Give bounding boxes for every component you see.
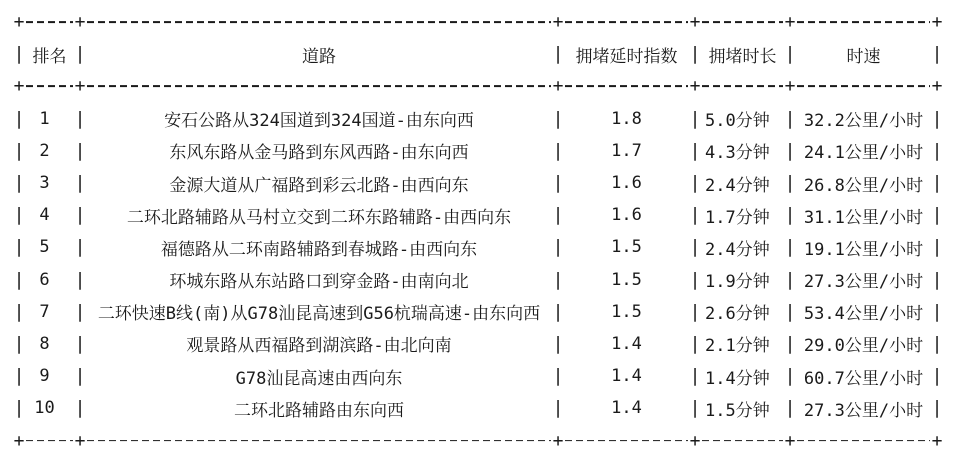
dashed-border-line (797, 86, 930, 88)
pipe-separator-icon: | (784, 108, 796, 130)
index-cell (552, 135, 695, 167)
pipe-separator-icon: | (689, 269, 701, 291)
pipe-separator-icon: | (689, 333, 701, 355)
index-cell (552, 264, 695, 296)
pipe-separator-icon: | (784, 333, 796, 355)
pipe-separator-icon: | (13, 140, 25, 162)
pipe-separator-icon: | (689, 301, 701, 323)
plus-corner-icon: + (689, 430, 701, 452)
rank-value: 3 (39, 173, 50, 194)
duration-value: 2.1分钟 (705, 336, 770, 357)
index-cell (552, 103, 695, 135)
pipe-separator-icon: | (13, 333, 25, 355)
dashed-border-line (26, 21, 73, 23)
rank-value: 8 (39, 333, 50, 354)
pipe-separator-icon: | (689, 108, 701, 130)
pipe-separator-icon: | (13, 236, 25, 258)
index-cell (552, 360, 695, 392)
pipe-separator-icon: | (931, 172, 943, 194)
speed-value: 60.7公里/小时 (803, 368, 924, 389)
pipe-separator-icon: | (552, 43, 564, 65)
dashed-border-line (87, 440, 551, 442)
pipe-separator-icon: | (931, 301, 943, 323)
plus-corner-icon: + (13, 75, 25, 97)
rank-cell (13, 296, 80, 328)
speed-value: 26.8公里/小时 (803, 175, 924, 196)
border-segment (784, 6, 937, 38)
table-row (13, 296, 943, 328)
pipe-separator-icon: | (13, 108, 25, 130)
table-row (13, 135, 943, 167)
road-value: 金源大道从广福路到彩云北路-由西向东 (169, 175, 469, 196)
pipe-separator-icon: | (552, 269, 564, 291)
pipe-separator-icon: | (931, 140, 943, 162)
pipe-separator-icon: | (13, 365, 25, 387)
plus-corner-icon: + (784, 11, 796, 33)
duration-value: 2.6分钟 (705, 304, 770, 325)
border-segment (74, 6, 558, 38)
pipe-separator-icon: | (931, 204, 943, 226)
road-cell (74, 328, 558, 360)
table-header-border (13, 70, 943, 102)
road-value: 环城东路从东站路口到穿金路-由南向北 (169, 272, 469, 293)
dashed-border-line (565, 440, 688, 442)
pipe-separator-icon: | (74, 172, 86, 194)
plus-corner-icon: + (74, 430, 86, 452)
plus-corner-icon: + (689, 11, 701, 33)
header-road-label: 道路 (302, 46, 336, 67)
rank-value: 6 (39, 269, 50, 290)
duration-cell (689, 135, 790, 167)
index-cell (552, 167, 695, 199)
speed-value: 31.1公里/小时 (803, 207, 924, 228)
speed-value: 19.1公里/小时 (803, 239, 924, 260)
table-bottom-border (13, 424, 943, 456)
duration-cell (689, 231, 790, 263)
road-cell (74, 264, 558, 296)
rank-value: 7 (39, 301, 50, 322)
header-duration-cell (689, 38, 790, 70)
duration-cell (689, 392, 790, 424)
pipe-separator-icon: | (74, 204, 86, 226)
border-segment (74, 70, 558, 102)
border-segment (13, 424, 80, 456)
header-road-cell (74, 38, 558, 70)
pipe-separator-icon: | (689, 43, 701, 65)
speed-value: 32.2公里/小时 (803, 111, 924, 132)
road-cell (74, 199, 558, 231)
pipe-separator-icon: | (74, 236, 86, 258)
rank-cell (13, 328, 80, 360)
pipe-separator-icon: | (931, 365, 943, 387)
road-cell (74, 135, 558, 167)
pipe-separator-icon: | (74, 365, 86, 387)
road-value: 安石公路从324国道到324国道-由东向西 (164, 111, 474, 132)
pipe-separator-icon: | (13, 301, 25, 323)
plus-corner-icon: + (552, 75, 564, 97)
pipe-separator-icon: | (552, 333, 564, 355)
border-segment (689, 6, 790, 38)
table-row (13, 199, 943, 231)
index-value: 1.5 (611, 269, 642, 290)
road-cell (74, 360, 558, 392)
index-cell (552, 231, 695, 263)
speed-cell (784, 135, 937, 167)
pipe-separator-icon: | (931, 333, 943, 355)
duration-value: 1.4分钟 (705, 368, 770, 389)
dashed-border-line (702, 440, 783, 442)
rank-value: 2 (39, 140, 50, 161)
index-value: 1.5 (611, 301, 642, 322)
header-speed-label: 时速 (846, 46, 881, 67)
pipe-separator-icon: | (552, 301, 564, 323)
index-value: 1.8 (611, 108, 642, 129)
duration-value: 5.0分钟 (705, 111, 770, 132)
speed-cell (784, 231, 937, 263)
duration-cell (689, 167, 790, 199)
pipe-separator-icon: | (13, 269, 25, 291)
duration-cell (689, 264, 790, 296)
speed-cell (784, 264, 937, 296)
index-value: 1.6 (611, 173, 642, 194)
plus-corner-icon: + (689, 75, 701, 97)
index-value: 1.4 (611, 398, 642, 419)
dashed-border-line (26, 86, 73, 88)
speed-cell (784, 296, 937, 328)
road-cell (74, 231, 558, 263)
index-cell (552, 328, 695, 360)
table-row (13, 392, 943, 424)
pipe-separator-icon: | (784, 365, 796, 387)
road-value: G78汕昆高速由西向东 (235, 368, 403, 389)
dashed-border-line (797, 440, 930, 442)
speed-value: 24.1公里/小时 (803, 143, 924, 164)
header-index-label: 拥堵延时指数 (575, 46, 678, 67)
plus-corner-icon: + (74, 11, 86, 33)
rank-cell (13, 264, 80, 296)
pipe-separator-icon: | (13, 172, 25, 194)
index-cell (552, 296, 695, 328)
speed-cell (784, 167, 937, 199)
speed-value: 27.3公里/小时 (803, 272, 924, 293)
border-segment (552, 6, 695, 38)
plus-corner-icon: + (784, 75, 796, 97)
border-segment (784, 70, 937, 102)
header-rank-label: 排名 (32, 46, 67, 67)
pipe-separator-icon: | (74, 269, 86, 291)
duration-value: 4.3分钟 (705, 143, 770, 164)
rank-cell (13, 167, 80, 199)
plus-corner-icon: + (931, 11, 943, 33)
pipe-separator-icon: | (13, 204, 25, 226)
speed-cell (784, 392, 937, 424)
table-row (13, 360, 943, 392)
speed-value: 53.4公里/小时 (803, 304, 924, 325)
speed-cell (784, 103, 937, 135)
border-segment (689, 424, 790, 456)
dashed-border-line (702, 86, 783, 88)
rank-value: 5 (39, 237, 50, 258)
duration-value: 2.4分钟 (705, 239, 770, 260)
plus-corner-icon: + (784, 430, 796, 452)
pipe-separator-icon: | (784, 43, 796, 65)
table-row (13, 103, 943, 135)
dashed-border-line (87, 86, 551, 88)
pipe-separator-icon: | (689, 365, 701, 387)
pipe-separator-icon: | (552, 204, 564, 226)
pipe-separator-icon: | (552, 140, 564, 162)
border-segment (13, 70, 80, 102)
road-value: 福德路从二环南路辅路到春城路-由西向东 (160, 239, 478, 260)
rank-cell (13, 392, 80, 424)
pipe-separator-icon: | (74, 108, 86, 130)
border-segment (689, 70, 790, 102)
pipe-separator-icon: | (689, 172, 701, 194)
plus-corner-icon: + (13, 11, 25, 33)
speed-cell (784, 360, 937, 392)
pipe-separator-icon: | (74, 43, 86, 65)
pipe-separator-icon: | (74, 140, 86, 162)
rank-value: 1 (39, 108, 50, 129)
road-value: 二环快速B线(南)从G78汕昆高速到G56杭瑞高速-由东向西 (97, 304, 541, 325)
pipe-separator-icon: | (784, 301, 796, 323)
pipe-separator-icon: | (784, 236, 796, 258)
header-duration-label: 拥堵时长 (708, 46, 777, 67)
rank-cell (13, 135, 80, 167)
congestion-rank-table (13, 6, 943, 457)
pipe-separator-icon: | (689, 140, 701, 162)
border-segment (784, 424, 937, 456)
duration-cell (689, 328, 790, 360)
road-cell (74, 392, 558, 424)
duration-cell (689, 103, 790, 135)
plus-corner-icon: + (74, 75, 86, 97)
plus-corner-icon: + (931, 430, 943, 452)
road-value: 二环北路辅路由东向西 (234, 400, 404, 421)
rank-cell (13, 231, 80, 263)
table-top-border (13, 6, 943, 38)
plus-corner-icon: + (931, 75, 943, 97)
duration-cell (689, 296, 790, 328)
pipe-separator-icon: | (13, 397, 25, 419)
speed-value: 29.0公里/小时 (803, 336, 924, 357)
pipe-separator-icon: | (931, 108, 943, 130)
table-row (13, 328, 943, 360)
pipe-separator-icon: | (784, 140, 796, 162)
pipe-separator-icon: | (931, 397, 943, 419)
road-value: 二环北路辅路从马村立交到二环东路辅路-由西向东 (126, 207, 512, 228)
pipe-separator-icon: | (552, 236, 564, 258)
dashed-border-line (26, 440, 73, 442)
duration-value: 2.4分钟 (705, 175, 770, 196)
pipe-separator-icon: | (552, 365, 564, 387)
rank-cell (13, 103, 80, 135)
header-rank-cell (13, 38, 80, 70)
speed-cell (784, 328, 937, 360)
plus-corner-icon: + (552, 430, 564, 452)
road-cell (74, 167, 558, 199)
dashed-border-line (87, 21, 551, 23)
road-cell (74, 103, 558, 135)
table-row (13, 231, 943, 263)
index-value: 1.4 (611, 333, 642, 354)
duration-cell (689, 360, 790, 392)
table-body (13, 103, 943, 425)
pipe-separator-icon: | (552, 172, 564, 194)
rank-value: 10 (34, 398, 55, 419)
dashed-border-line (702, 21, 783, 23)
pipe-separator-icon: | (931, 269, 943, 291)
dashed-border-line (565, 86, 688, 88)
pipe-separator-icon: | (784, 204, 796, 226)
header-speed-cell (784, 38, 937, 70)
plus-corner-icon: + (552, 11, 564, 33)
duration-value: 1.5分钟 (705, 400, 770, 421)
border-segment (552, 70, 695, 102)
pipe-separator-icon: | (689, 397, 701, 419)
pipe-separator-icon: | (13, 43, 25, 65)
header-index-cell (552, 38, 695, 70)
duration-value: 1.9分钟 (705, 272, 770, 293)
dashed-border-line (797, 21, 930, 23)
pipe-separator-icon: | (552, 108, 564, 130)
pipe-separator-icon: | (689, 236, 701, 258)
border-segment (74, 424, 558, 456)
index-cell (552, 392, 695, 424)
pipe-separator-icon: | (74, 301, 86, 323)
pipe-separator-icon: | (784, 172, 796, 194)
rank-cell (13, 199, 80, 231)
road-cell (74, 296, 558, 328)
rank-value: 4 (39, 205, 50, 226)
index-value: 1.7 (611, 140, 642, 161)
index-value: 1.4 (611, 366, 642, 387)
pipe-separator-icon: | (784, 269, 796, 291)
table-header-row (13, 38, 943, 70)
pipe-separator-icon: | (931, 43, 943, 65)
index-value: 1.5 (611, 237, 642, 258)
pipe-separator-icon: | (689, 204, 701, 226)
index-cell (552, 199, 695, 231)
pipe-separator-icon: | (74, 333, 86, 355)
plus-corner-icon: + (13, 430, 25, 452)
table-row (13, 167, 943, 199)
speed-cell (784, 199, 937, 231)
duration-value: 1.7分钟 (705, 207, 770, 228)
duration-cell (689, 199, 790, 231)
table-row (13, 264, 943, 296)
dashed-border-line (565, 21, 688, 23)
road-value: 东风东路从金马路到东风西路-由东向西 (169, 143, 469, 164)
speed-value: 27.3公里/小时 (803, 400, 924, 421)
pipe-separator-icon: | (74, 397, 86, 419)
rank-value: 9 (39, 366, 50, 387)
pipe-separator-icon: | (784, 397, 796, 419)
index-value: 1.6 (611, 205, 642, 226)
pipe-separator-icon: | (931, 236, 943, 258)
border-segment (13, 6, 80, 38)
border-segment (552, 424, 695, 456)
road-value: 观景路从西福路到湖滨路-由北向南 (186, 336, 452, 357)
pipe-separator-icon: | (552, 397, 564, 419)
rank-cell (13, 360, 80, 392)
